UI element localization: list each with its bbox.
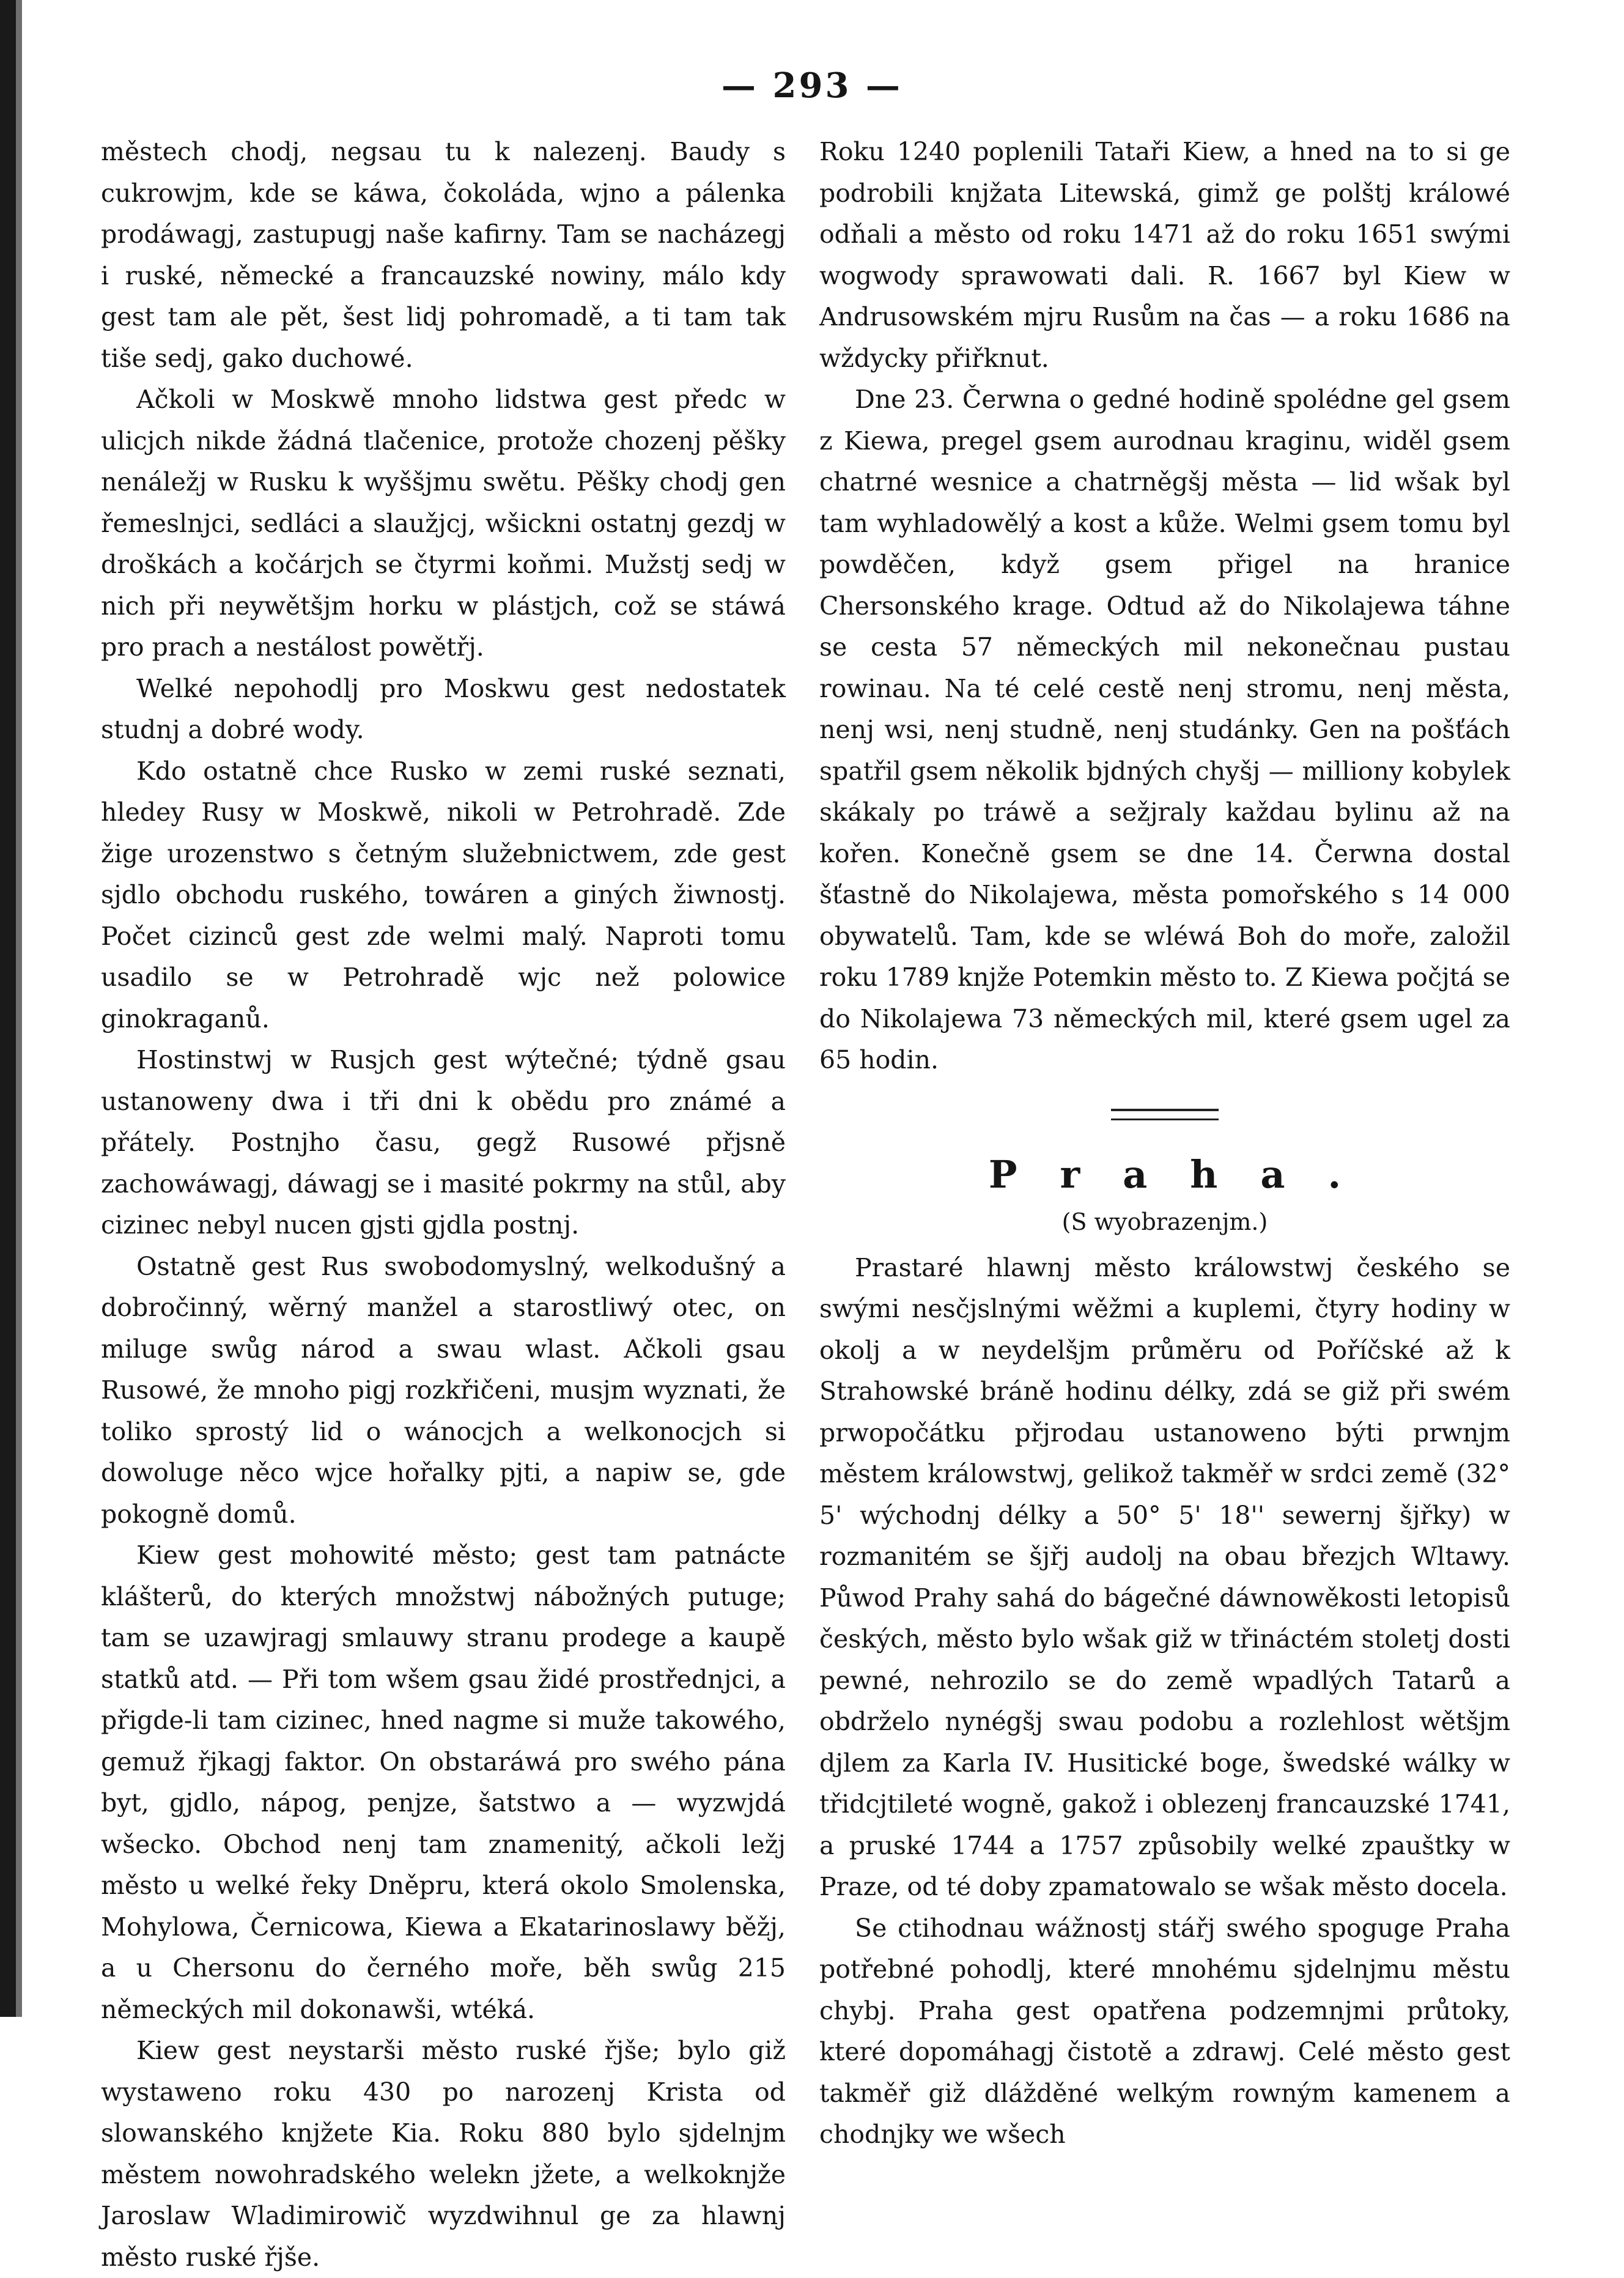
paragraph: městech chodj, negsau tu k nalezenj. Baudy s cukrowjm, kde se káwa, čokoláda, wjno a pálenka prodáwagj, zastupugj naše kafirny. Tam se nacházegj i ruské, německé a francauzské nowiny, málo kdy gest tam ale pět, šest lidj pohromadě, a ti tam tak tiše sedj, gako duchowé. xyxy=(101,137,786,373)
paragraph: Kiew gest mohowité město; gest tam patnácte klášterů, do kterých množstwj nábožných putuge; tam se uzawjragj smlauwy stranu prodege a kaupě statků atd. — Při tom wšem gsau židé prostřednjci, a přigde-li tam cizinec, hned nagme si muže takowého, gemuž řjkagj faktor. On obstaráwá pro swého pána byt, gjdlo, nápog, penjze, šatstwo a — wyzwjdá wšecko. Obchod nenj tam znamenitý, ačkoli ležj město u welké řeky Dněpru, která okolo Smolenska, Mohylowa, Černicowa, Kiewa a Ekatarinoslawy běžj, a u Chersonu do černého moře, běh swůg 215 německých mil dokonawši, wtéká. xyxy=(101,1540,786,2024)
paragraph: Welké nepohodlj pro Moskwu gest nedostatek studnj a dobré wody. xyxy=(101,673,786,744)
paragraph: Prastaré hlawnj město králowstwj českého se swými nesčjslnými wěžmi a kuplemi, čtyry hodiny w okolj a w neydelšjm průměru od Poříčské až k Strahowské bráně hodinu délky, zdá se giž při swém prwopočátku přjrodau ustanoweno býti prwnjm městem králowstwj, gelikož takměř w srdci země (32° 5' wýchodnj délky a 50° 5' 18'' sewernj šjřky) w rozmanitém se šjřj audolj na obau březjch Wltawy. Půwod Prahy sahá do bágečné dáwnowěkosti letopisů českých, město bylo wšak giž w třináctém stoletj dosti pewné, nehrozilo se do země wpadlých Tatarů a obdrželo nynégšj swau podobu a rozlehlost wětšjm djlem za Karla IV. Husitické boge, šwedské wálky w třidcjtileté wogně, gakož i oblezenj francauzské 1741, a pruské 1744 a 1757 způsobily welké zpauštky w Praze, od té doby zpamatowalo se wšak město docela. xyxy=(819,1252,1510,1901)
paragraph: Dne 23. Čerwna o gedné hodině spolédne gel gsem z Kiewa, pregel gsem aurodnau kraginu, widěl gsem chatrné wesnice a chatrněgšj města — lid wšak byl tam wyhladowělý a kost a kůže. Welmi gsem tomu byl powděčen, když gsem přigel na hranice Chersonského krage. Odtud až do Nikolajewa táhne se cesta 57 německých mil nekonečnau pustau rowinau. Na té celé cestě nenj stromu, nenj města, nenj wsi, nenj studně, nenj studánky. Gen na pošťách spatřil gsem několik bjdných chyšj — milliony kobylek skákaly po tráwě a sežjraly každau bylinu až na kořen. Konečně gsem se dne 14. Čerwna dostal šťastně do Nikolajewa, města pomořského s 14 000 obywatelů. Tam, kde se wléwá Boh do moře, založil roku 1789 knjže Potemkin město to. Z Kiewa počjtá se do Nikolajewa 73 německých mil, které gsem ugel za 65 hodin. xyxy=(819,385,1510,1074)
left-column xyxy=(101,131,786,2278)
paragraph: Hostinstwj w Rusjch gest wýtečné; týdně gsau ustanoweny dwa i tři dni k obědu pro známé a přátely. Postnjho času, gegž Rusowé přjsně zachowáwagj, dáwagj se i masité pokrmy na stůl, aby cizinec nebyl nucen gjsti gjdla postnj. xyxy=(101,1045,786,1240)
paragraph: Kdo ostatně chce Rusko w zemi ruské seznati, hledey Rusy w Moskwě, nikoli w Petrohradě. Zde žige urozenstwo s četným služebnictwem, zde gest sjdlo obchodu ruského, towáren a giných žiwnostj. Počet cizinců gest zde welmi malý. Naproti tomu usadilo se w Petrohradě wjc než polowice ginokraganů. xyxy=(101,756,786,1034)
paragraph: Ačkoli w Moskwě mnoho lidstwa gest předc w ulicjch nikde žádná tlačenice, protože chozenj pěšky nenáležj w Rusku k wyššjmu swětu. Pěšky chodj gen řemeslnjci, sedláci a slaužjcj, wšickni ostatnj gezdj w droškách a kočárjch se čtyrmi koňmi. Mužstj sedj w nich při neywětšjm horku w plástjch, což se stáwá pro prach a nestálost powětřj. xyxy=(101,385,786,662)
scan-binding-shadow xyxy=(16,0,22,2017)
paragraph: Kiew gest neystarši město ruské řjše; bylo giž wystaweno roku 430 po narozenj Krista od slowanského knjžete Kia. Roku 880 bylo sjdelnjm městem nowohradského welekn jžete, a welkoknjže Jaroslaw Wladimirowič wyzdwihnul ge za hlawnj město ruské řjše. xyxy=(101,2036,786,2272)
scan-binding-edge xyxy=(0,0,16,2017)
paragraph: Ostatně gest Rus swobodomyslný, welkodušný a dobročinný, wěrný manžel a starostliwý otec, on miluge swůg národ a swau wlast. Ačkoli gsau Rusowé, že mnoho pigj rozkřičeni, musjm wyznati, že toliko sprostý lid o wánocjch a welkonocjch si dowoluge něco wjce hořalky pjti, a napiw se, gde pokogně domů. xyxy=(101,1251,786,1529)
paragraph: Roku 1240 poplenili Tataři Kiew, a hned na to si ge podrobili knjžata Litewská, gimž ge polštj králowé odňali a město od roku 1471 až do roku 1651 swými wogwody sprawowati dali. R. 1667 byl Kiew w Andrusowském mjru Rusům na čas — a roku 1686 na wždycky přiřknut. xyxy=(819,137,1510,373)
section-divider xyxy=(1111,1109,1219,1120)
page-number: — 293 — xyxy=(722,65,902,106)
section-subtitle: (S wyobrazenjm.) xyxy=(1061,1208,1268,1235)
section-title: Praha. xyxy=(988,1152,1384,1197)
right-column xyxy=(819,131,1510,2156)
paragraph: Se ctihodnau wážnostj stářj swého spoguge Praha potřebné pohodlj, které mnohému sjdelnjmu městu chybj. Praha gest opatřena podzemnjmi průtoky, které dopomáhagj čistotě a zdrawj. Celé město gest takměř giž dlážděné welkým rowným kamenem a chodnjky we wšech xyxy=(819,1913,1510,2149)
